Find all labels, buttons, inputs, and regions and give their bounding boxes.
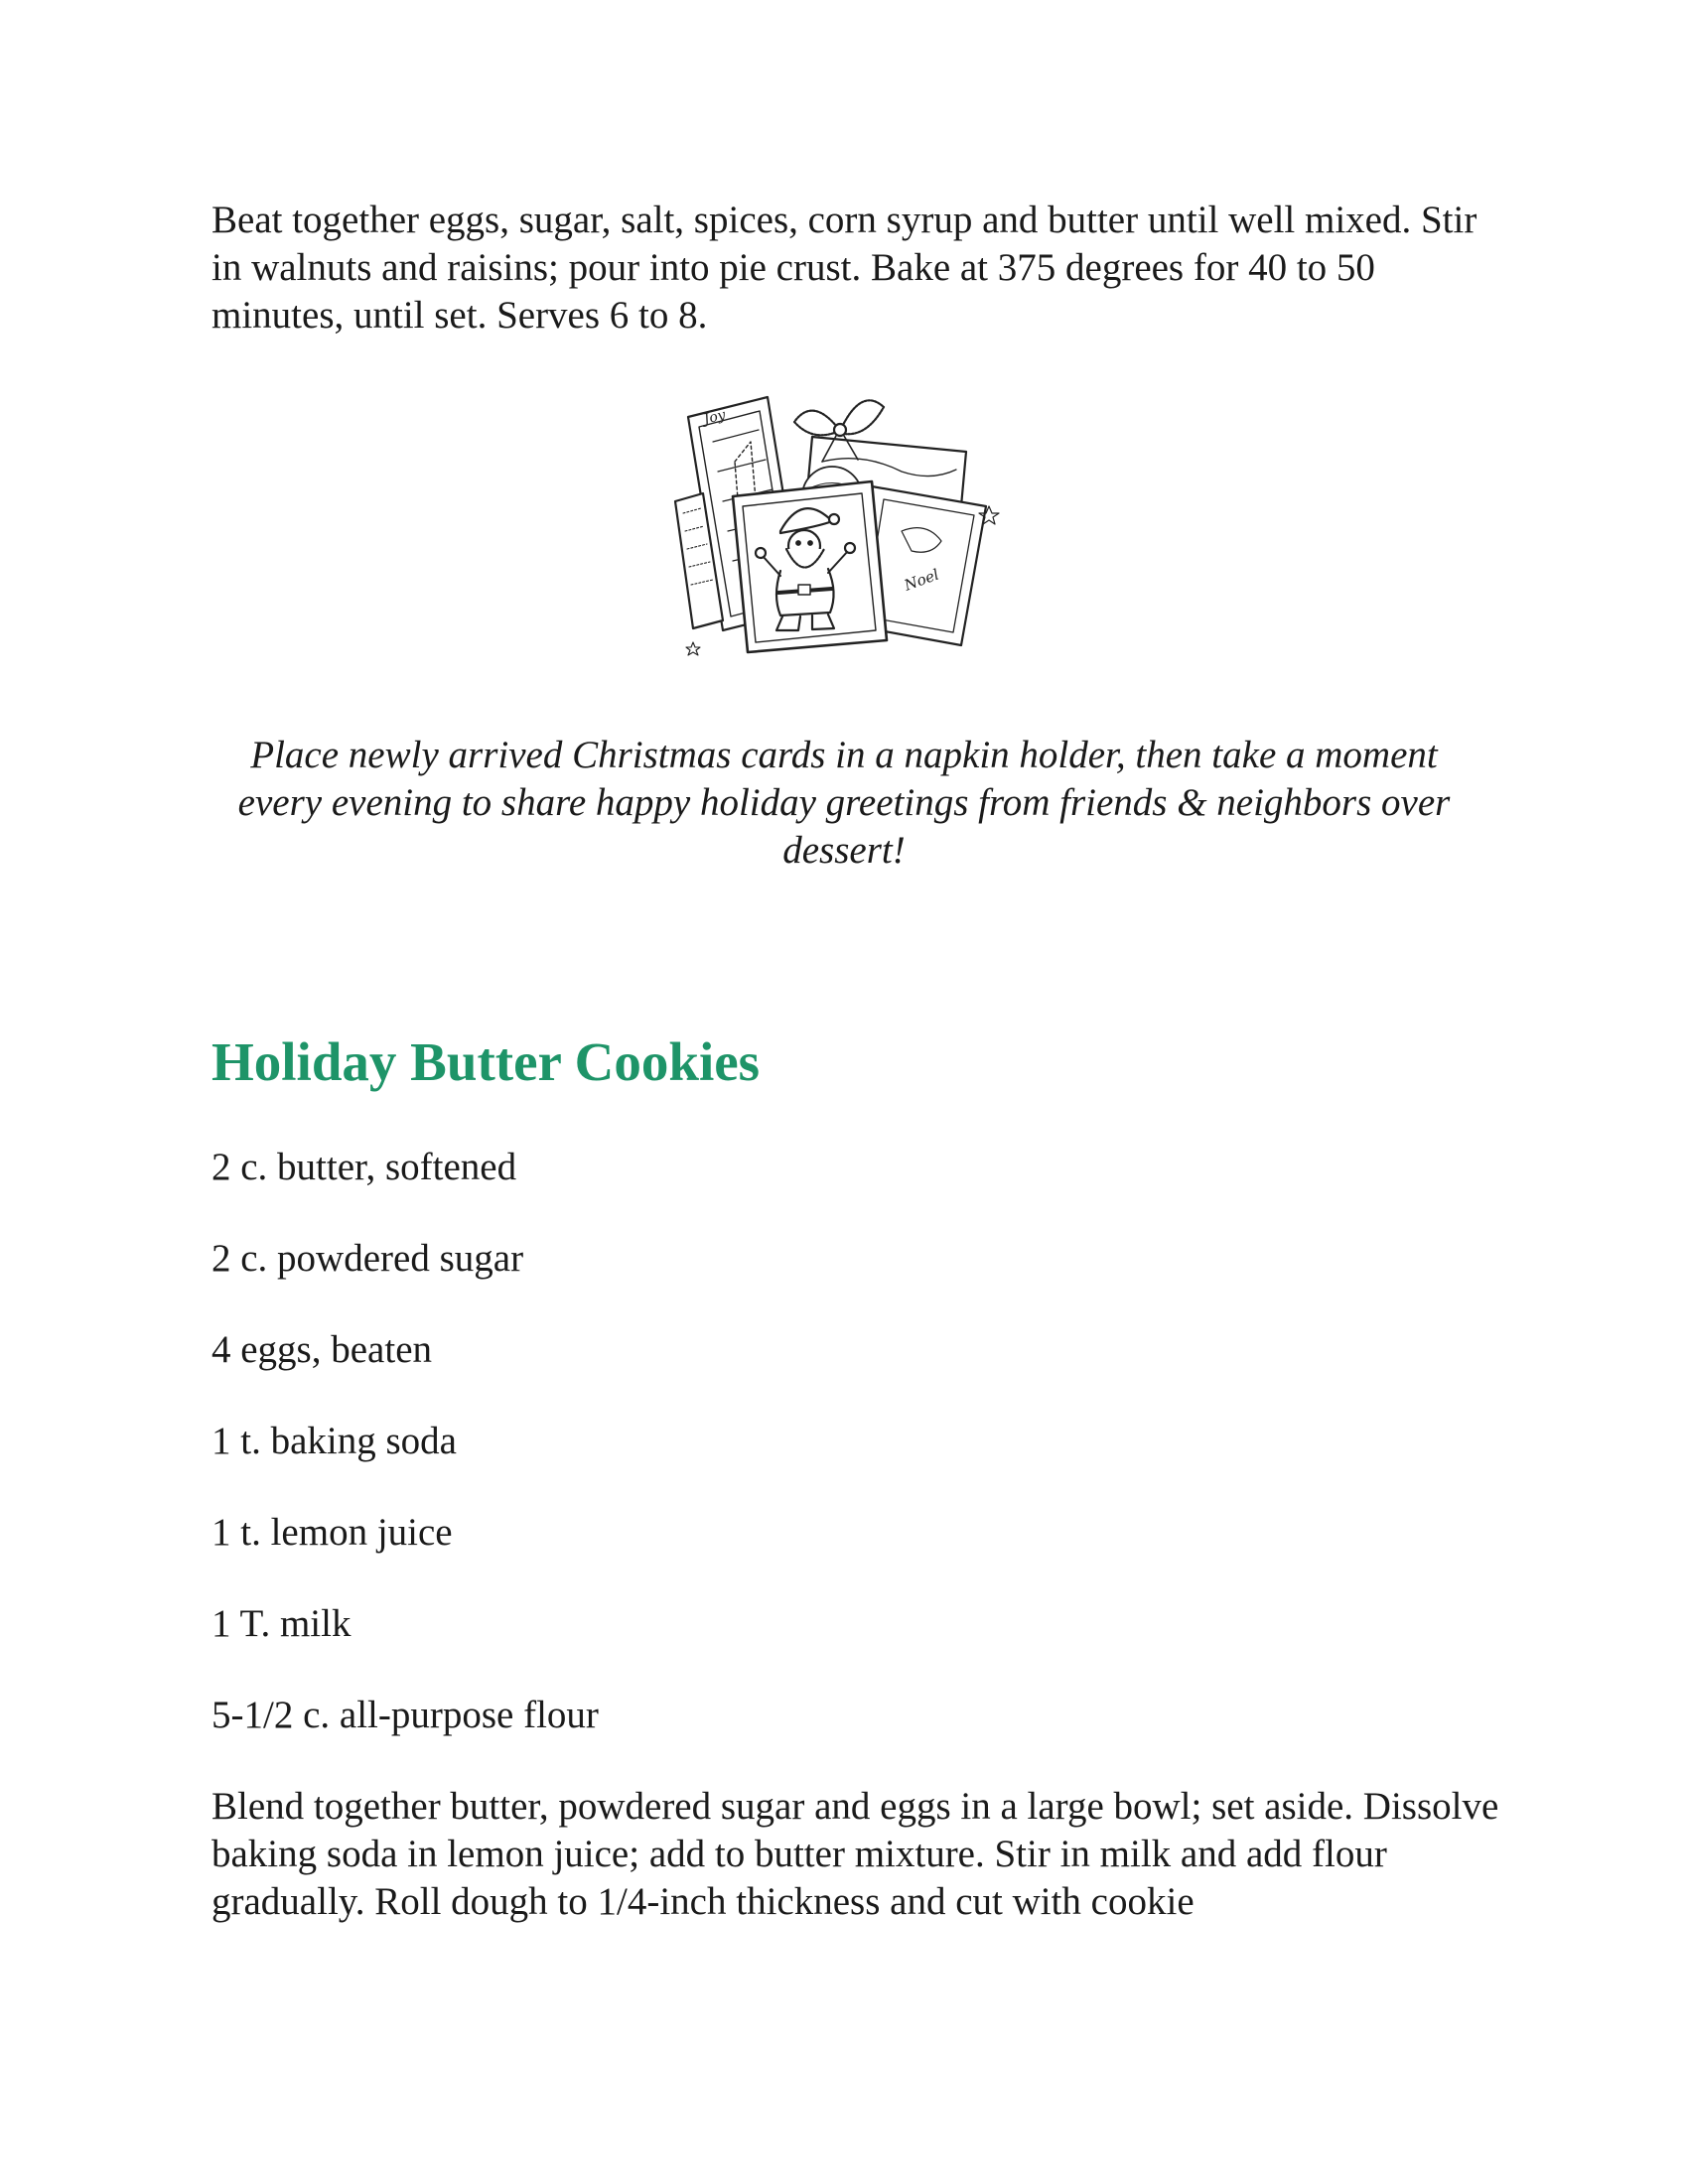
noel-card-text: Noel xyxy=(902,565,942,595)
ingredient-item: 2 c. butter, softened xyxy=(211,1146,517,1188)
ingredient-item: 1 T. milk xyxy=(211,1602,352,1645)
ingredient-item: 5-1/2 c. all-purpose flour xyxy=(211,1694,599,1736)
joy-card-text: Joy xyxy=(702,407,728,428)
recipe-title: Holiday Butter Cookies xyxy=(211,1031,761,1092)
christmas-cards-icon xyxy=(663,382,1031,670)
recipe-directions: Blend together butter, powdered sugar and eggs in a large bowl; set aside. Dissolve baking soda in lemon juice; add to butter mixture. Stir in milk and add flour gradually. Roll dough to 1/4-inch thickness and cut with cookie xyxy=(211,1785,1499,1923)
santa-card xyxy=(733,481,887,652)
ingredient-item: 2 c. powdered sugar xyxy=(211,1237,524,1280)
holiday-tip: Place newly arrived Christmas cards in a napkin holder, then take a moment every evening to share happy holiday greetings from friends & neighbors over dessert! xyxy=(237,734,1451,872)
ingredient-item: 4 eggs, beaten xyxy=(211,1328,433,1371)
ingredient-item: 1 t. baking soda xyxy=(211,1420,457,1462)
ingredient-list xyxy=(211,1144,599,1783)
ingredient-item: 1 t. lemon juice xyxy=(211,1511,453,1554)
intro-paragraph: Beat together eggs, sugar, salt, spices, corn syrup and butter until well mixed. Stir in walnuts and raisins; pour into pie crust. Bake at 375 degrees for 40 to 50 minutes, until set. Serves 6 to 8. xyxy=(211,199,1477,337)
